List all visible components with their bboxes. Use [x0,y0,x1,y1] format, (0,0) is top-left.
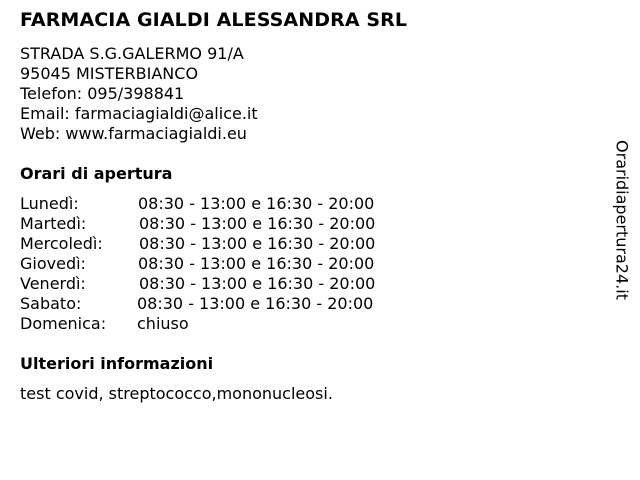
street-address: STRADA S.G.GALERMO 91/A [20,44,244,63]
day-label: Sabato: [20,294,82,313]
additional-info-text: test covid, streptococco,mononucleosi. [20,384,333,403]
time-value: 08:30 - 13:00 e 16:30 - 20:00 [139,234,376,253]
day-label: Martedì: [20,214,87,233]
time-value: 08:30 - 13:00 e 16:30 - 20:00 [138,254,375,273]
time-value: chiuso [137,314,189,333]
time-value: 08:30 - 13:00 e 16:30 - 20:00 [137,294,374,313]
day-label: Giovedì: [20,254,86,273]
time-value: 08:30 - 13:00 e 16:30 - 20:00 [139,274,376,293]
city: 95045 MISTERBIANCO [20,64,199,83]
time-value: 08:30 - 13:00 e 16:30 - 20:00 [139,214,376,233]
business-address [20,44,258,144]
day-label: Mercoledì: [20,234,103,253]
phone: Telefon: 095/398841 [20,84,185,103]
day-label: Venerdì: [20,274,86,293]
website: Web: www.farmaciagialdi.eu [20,124,247,143]
additional-info-title: Ulteriori informazioni [20,354,214,373]
business-name: FARMACIA GIALDI ALESSANDRA SRL [20,9,408,31]
day-label: Lunedì: [20,194,79,213]
time-value: 08:30 - 13:00 e 16:30 - 20:00 [138,194,375,213]
opening-hours-title: Orari di apertura [20,164,173,183]
email: Email: farmaciagialdi@alice.it [20,104,258,123]
day-label: Domenica: [20,314,107,333]
site-watermark: Oraridiapertura24.it [612,140,632,300]
